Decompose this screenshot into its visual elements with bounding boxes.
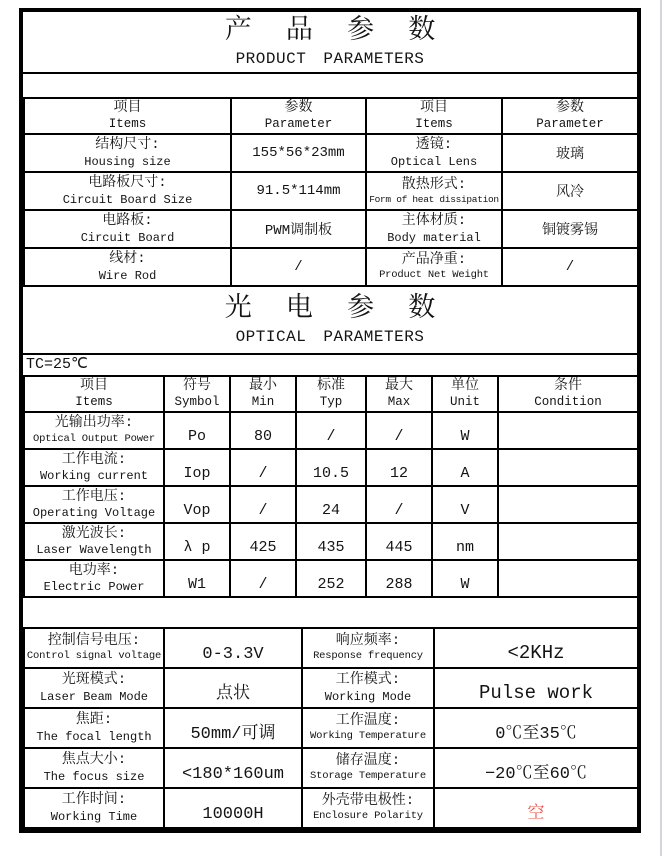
item-cell bbox=[24, 210, 231, 248]
symbol-cell: Po bbox=[164, 412, 230, 449]
item-label-en: Circuit Board bbox=[80, 230, 175, 245]
symbol-cell: Vop bbox=[164, 486, 230, 523]
value-cell: −20℃至60℃ bbox=[434, 748, 638, 788]
title-chinese: 光 电 参 数 bbox=[224, 294, 445, 325]
item-cell bbox=[302, 788, 434, 828]
header-max bbox=[366, 376, 432, 412]
item-label-zh: 产品净重: bbox=[401, 251, 467, 268]
empty-row bbox=[23, 72, 637, 97]
unit-cell: nm bbox=[432, 523, 498, 560]
row-circuit-board bbox=[24, 210, 638, 248]
item-cell bbox=[24, 449, 164, 486]
item-label-en: Working Temperature bbox=[310, 730, 426, 743]
item-label-zh: 焦点大小: bbox=[61, 752, 127, 769]
item-cell bbox=[24, 248, 231, 286]
item-cell bbox=[366, 210, 502, 248]
unit-cell: W bbox=[432, 560, 498, 597]
header-zh: 条件 bbox=[554, 377, 582, 394]
condition-cell bbox=[498, 449, 638, 486]
item-label-en: Working Time bbox=[50, 809, 138, 824]
row-wire-rod bbox=[24, 248, 638, 286]
item-cell bbox=[24, 788, 164, 828]
item-label-en: Housing size bbox=[84, 154, 171, 169]
row-working-current bbox=[24, 449, 638, 486]
value-cell: / bbox=[502, 248, 638, 286]
row-optical-output-power bbox=[24, 412, 638, 449]
value-cell: PWM调制板 bbox=[231, 210, 366, 248]
table-header-row bbox=[24, 98, 638, 134]
symbol-cell: λ p bbox=[164, 523, 230, 560]
min-cell: 425 bbox=[230, 523, 296, 560]
item-cell bbox=[24, 523, 164, 560]
item-label-zh: 电功率: bbox=[68, 562, 120, 579]
typ-cell: / bbox=[296, 412, 366, 449]
condition-cell bbox=[498, 486, 638, 523]
header-en: Parameter bbox=[264, 117, 333, 132]
item-label-en: The focus size bbox=[43, 769, 145, 784]
header-zh: 项目 bbox=[420, 99, 448, 116]
item-cell bbox=[24, 560, 164, 597]
item-label-zh: 响应频率: bbox=[335, 632, 401, 649]
row-working-time bbox=[24, 788, 638, 828]
value-cell: <2KHz bbox=[434, 628, 638, 668]
symbol-cell: W1 bbox=[164, 560, 230, 597]
value-cell: / bbox=[231, 248, 366, 286]
item-cell bbox=[24, 412, 164, 449]
item-cell bbox=[24, 134, 231, 172]
max-cell: 288 bbox=[366, 560, 432, 597]
value-cell: 155*56*23mm bbox=[231, 134, 366, 172]
item-label-zh: 外壳带电极性: bbox=[321, 792, 415, 809]
product-parameters-title bbox=[23, 12, 637, 72]
item-label-zh: 主体材质: bbox=[401, 213, 467, 230]
value-cell: 10000H bbox=[164, 788, 302, 828]
item-cell bbox=[302, 708, 434, 748]
item-label-zh: 线材: bbox=[109, 251, 146, 268]
header-zh: 项目 bbox=[80, 377, 108, 394]
item-cell bbox=[302, 628, 434, 668]
title-chinese: 产 品 参 数 bbox=[224, 16, 445, 47]
row-housing-size bbox=[24, 134, 638, 172]
value-cell-enclosure-polarity: 空 bbox=[434, 788, 638, 828]
header-min bbox=[230, 376, 296, 412]
item-cell bbox=[302, 668, 434, 708]
title-english: OPTICAL PARAMETERS bbox=[235, 328, 425, 347]
item-label-zh: 工作电流: bbox=[61, 451, 127, 468]
header-condition bbox=[498, 376, 638, 412]
item-label-en: Circuit Board Size bbox=[62, 192, 193, 207]
condition-cell bbox=[498, 412, 638, 449]
item-cell bbox=[24, 708, 164, 748]
value-cell: <180*160um bbox=[164, 748, 302, 788]
item-label-zh: 工作电压: bbox=[61, 488, 127, 505]
header-en: Parameter bbox=[536, 117, 604, 132]
table-header-row bbox=[24, 376, 638, 412]
item-label-en: Product Net Weight bbox=[379, 269, 489, 282]
item-cell bbox=[24, 628, 164, 668]
header-typ bbox=[296, 376, 366, 412]
min-cell: / bbox=[230, 449, 296, 486]
typ-cell: 24 bbox=[296, 486, 366, 523]
header-zh: 项目 bbox=[113, 99, 142, 116]
header-en: Items bbox=[108, 117, 147, 132]
item-cell bbox=[24, 748, 164, 788]
typ-cell: 252 bbox=[296, 560, 366, 597]
item-label-en: Optical Output Power bbox=[32, 432, 156, 445]
optical-parameters-title bbox=[23, 287, 637, 353]
max-cell: / bbox=[366, 412, 432, 449]
item-label-zh: 结构尺寸: bbox=[95, 137, 160, 154]
header-en: Items bbox=[415, 117, 453, 132]
header-zh: 符号 bbox=[183, 377, 211, 394]
row-circuit-board-size bbox=[24, 172, 638, 210]
header-en: Max bbox=[387, 395, 411, 410]
item-label-zh: 光输出功率: bbox=[54, 415, 134, 432]
item-label-zh: 光斑模式: bbox=[61, 672, 127, 689]
item-cell bbox=[366, 134, 502, 172]
item-label-en: Storage Temperature bbox=[310, 770, 426, 783]
max-cell: 445 bbox=[366, 523, 432, 560]
min-cell: / bbox=[230, 560, 296, 597]
header-items-2 bbox=[366, 98, 502, 134]
header-parameter-1 bbox=[231, 98, 366, 134]
header-zh: 最小 bbox=[249, 377, 277, 394]
row-laser-wavelength bbox=[24, 523, 638, 560]
row-laser-beam-mode bbox=[24, 668, 638, 708]
item-label-zh: 焦距: bbox=[75, 712, 113, 729]
item-label-en: Wire Rod bbox=[98, 268, 157, 283]
header-zh: 标准 bbox=[317, 377, 345, 394]
header-en: Min bbox=[251, 395, 275, 410]
row-focal-length bbox=[24, 708, 638, 748]
item-label-en: Operating Voltage bbox=[32, 506, 156, 521]
row-operating-voltage bbox=[24, 486, 638, 523]
item-label-en: Working Mode bbox=[324, 689, 412, 704]
min-cell: 80 bbox=[230, 412, 296, 449]
header-unit bbox=[432, 376, 498, 412]
item-cell bbox=[366, 248, 502, 286]
item-cell bbox=[366, 172, 502, 210]
unit-cell: V bbox=[432, 486, 498, 523]
header-symbol bbox=[164, 376, 230, 412]
item-label-zh: 储存温度: bbox=[335, 752, 401, 769]
header-parameter-2 bbox=[502, 98, 638, 134]
product-parameters-table bbox=[23, 97, 639, 287]
header-en: Typ bbox=[319, 395, 343, 410]
header-zh: 参数 bbox=[284, 99, 313, 116]
unit-cell: A bbox=[432, 449, 498, 486]
item-label-zh: 电路板尺寸: bbox=[88, 175, 167, 192]
header-zh: 参数 bbox=[556, 99, 584, 116]
item-cell bbox=[302, 748, 434, 788]
header-en: Symbol bbox=[174, 395, 220, 410]
item-label-zh: 工作时间: bbox=[61, 792, 127, 809]
value-cell: 0℃至35℃ bbox=[434, 708, 638, 748]
scanned-page-edge bbox=[660, 0, 662, 856]
item-cell bbox=[24, 486, 164, 523]
unit-cell: W bbox=[432, 412, 498, 449]
condition-cell bbox=[498, 560, 638, 597]
typ-cell: 10.5 bbox=[296, 449, 366, 486]
item-label-en: Laser Beam Mode bbox=[39, 689, 149, 704]
item-label-zh: 工作温度: bbox=[335, 712, 401, 729]
item-label-zh: 透镜: bbox=[415, 137, 453, 154]
item-label-zh: 激光波长: bbox=[61, 525, 127, 542]
title-english: PRODUCT PARAMETERS bbox=[235, 50, 425, 69]
item-label-en: Response frequency bbox=[313, 650, 423, 663]
empty-row bbox=[23, 598, 637, 627]
value-cell: Pulse work bbox=[434, 668, 638, 708]
item-label-en: Working current bbox=[39, 469, 149, 484]
item-label-zh: 散热形式: bbox=[401, 176, 467, 193]
item-label-en: Optical Lens bbox=[390, 154, 478, 169]
item-label-zh: 工作模式: bbox=[335, 672, 401, 689]
item-label-en: Control signal voltage bbox=[26, 650, 162, 663]
value-cell: 玻璃 bbox=[502, 134, 638, 172]
item-label-en: Body material bbox=[387, 230, 481, 245]
tc-condition-note: TC=25℃ bbox=[23, 353, 637, 375]
additional-parameters-table bbox=[23, 627, 639, 829]
item-label-en: Laser Wavelength bbox=[36, 543, 152, 558]
typ-cell: 435 bbox=[296, 523, 366, 560]
header-zh: 单位 bbox=[451, 377, 479, 394]
header-items bbox=[24, 376, 164, 412]
value-cell: 点状 bbox=[164, 668, 302, 708]
row-focus-size bbox=[24, 748, 638, 788]
item-label-zh: 控制信号电压: bbox=[47, 632, 141, 649]
item-cell bbox=[24, 668, 164, 708]
item-label-en: Enclosure Polarity bbox=[313, 810, 423, 823]
item-label-en: Electric Power bbox=[43, 580, 145, 595]
row-control-signal-voltage bbox=[24, 628, 638, 668]
value-cell: 91.5*114mm bbox=[231, 172, 366, 210]
value-cell: 风冷 bbox=[502, 172, 638, 210]
value-cell: 铜镀雾锡 bbox=[502, 210, 638, 248]
min-cell: / bbox=[230, 486, 296, 523]
header-zh: 最大 bbox=[385, 377, 413, 394]
item-cell bbox=[24, 172, 231, 210]
optical-parameters-table bbox=[23, 375, 639, 598]
spec-sheet bbox=[19, 8, 641, 833]
header-en: Items bbox=[75, 395, 113, 410]
header-items-1 bbox=[24, 98, 231, 134]
max-cell: / bbox=[366, 486, 432, 523]
item-label-en: Form of heat dissipation bbox=[369, 194, 499, 206]
row-electric-power bbox=[24, 560, 638, 597]
item-label-en: The focal length bbox=[36, 729, 152, 744]
item-label-zh: 电路板: bbox=[102, 213, 153, 230]
header-en: Condition bbox=[534, 395, 602, 410]
condition-cell bbox=[498, 523, 638, 560]
header-en: Unit bbox=[449, 395, 480, 410]
symbol-cell: Iop bbox=[164, 449, 230, 486]
value-cell: 0-3.3V bbox=[164, 628, 302, 668]
max-cell: 12 bbox=[366, 449, 432, 486]
value-cell: 50mm/可调 bbox=[164, 708, 302, 748]
